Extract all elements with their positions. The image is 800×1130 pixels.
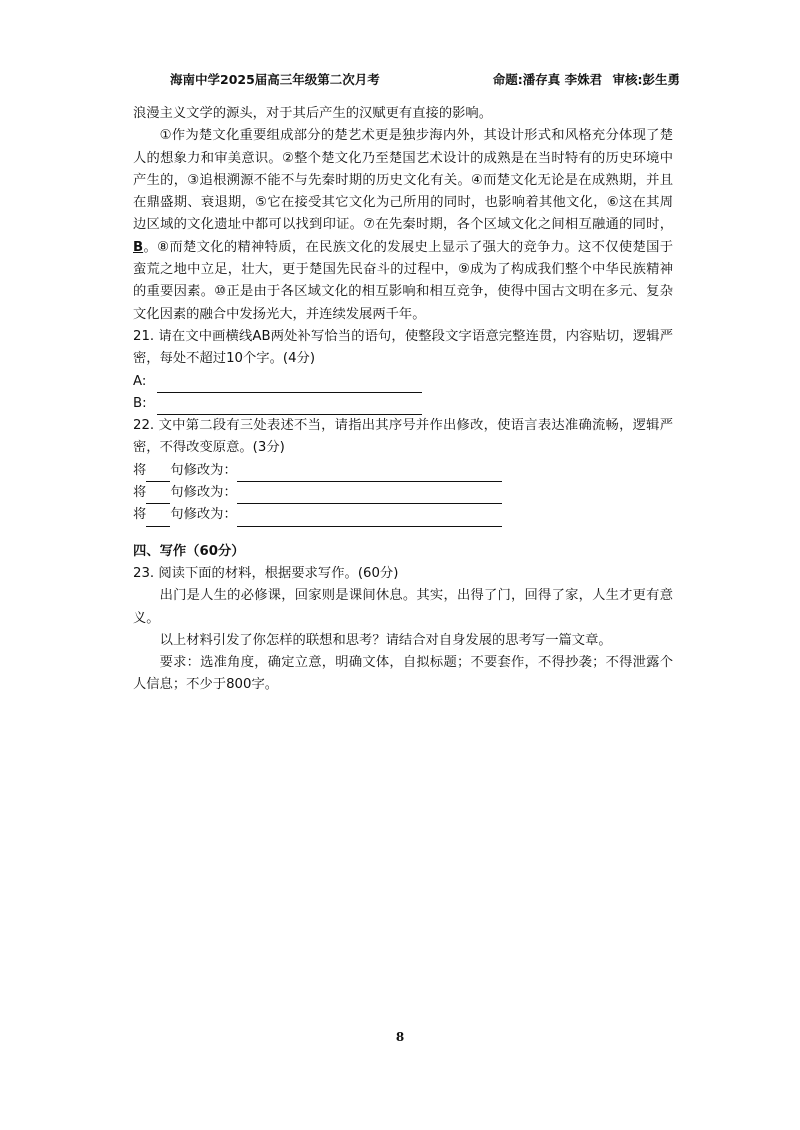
writing-requirements: 要求：选准角度，确定立意，明确文体，自拟标题；不要套作，不得抄袭；不得泄露个人信息；不少于800字。 bbox=[133, 655, 673, 693]
answer-blank-b[interactable] bbox=[157, 400, 422, 415]
modify-answer-blank-1[interactable] bbox=[237, 467, 502, 482]
exam-title: 海南中学2025届高三年级第二次月考 bbox=[170, 72, 380, 87]
modify-prefix: 将 bbox=[133, 485, 147, 501]
modify-suffix: 句修改为： bbox=[170, 485, 237, 501]
sentence-number-blank-1[interactable] bbox=[146, 467, 170, 482]
writing-material: 出门是人生的必修课，回家则是课间休息。其实，出得了门，回得了家，人生才更有意义。 bbox=[133, 588, 673, 626]
sentence-number-blank-2[interactable] bbox=[146, 489, 170, 504]
modify-prefix: 将 bbox=[133, 507, 147, 523]
answer-line-a bbox=[133, 371, 673, 393]
passage-p2-part2: 。⑧而楚文化的精神特质，在民族文化的发展史上显示了强大的竞争力。这不仅使楚国于蛮荒之地中立足，壮大，更于楚国先民奋斗的过程中，⑨成为了构成我们整个中华民族精神的重要因素。⑩正是由于各区域文化的相互影响和相互竞争，使得中国古文明在多元、复杂文化因素的融合中发扬光大，并连续发展两千年。 bbox=[133, 239, 673, 322]
page-number: 8 bbox=[395, 1030, 405, 1044]
question-23: 23. 阅读下面的材料，根据要求写作。(60分) bbox=[133, 565, 399, 581]
writing-prompt: 以上材料引发了你怎样的联想和思考？请结合对自身发展的思考写一篇文章。 bbox=[159, 632, 612, 648]
blank-b-marker: B bbox=[133, 239, 144, 255]
passage-continuation: 浪漫主义文学的源头，对于其后产生的汉赋更有直接的影响。 bbox=[133, 106, 493, 121]
page-header bbox=[170, 70, 680, 88]
modify-prefix: 将 bbox=[133, 462, 147, 478]
modify-answer-blank-2[interactable] bbox=[237, 489, 502, 504]
modify-line-2 bbox=[133, 482, 673, 504]
answer-label-a: A: bbox=[133, 373, 147, 389]
modify-suffix: 句修改为： bbox=[170, 507, 237, 523]
reviewer-credit: 审核:彭生勇 bbox=[612, 72, 680, 87]
section-4-title: 四、写作（60分） bbox=[133, 543, 245, 559]
modify-answer-blank-3[interactable] bbox=[237, 512, 502, 527]
question-22: 22. 文中第二段有三处表述不当，请指出其序号并作出修改，使语言表达准确流畅，逻辑严密，不得改变原意。(3分) bbox=[133, 418, 673, 456]
answer-blank-a[interactable] bbox=[157, 378, 422, 393]
modify-suffix: 句修改为： bbox=[170, 462, 237, 478]
passage-paragraph-2 bbox=[133, 125, 673, 326]
modify-line-1 bbox=[133, 460, 673, 482]
modify-line-3 bbox=[133, 504, 673, 526]
question-21: 21. 请在文中画横线AB两处补写恰当的语句，使整段文字语意完整连贯，内容贴切，逻辑严密，每处不超过10个字。(4分) bbox=[133, 328, 673, 367]
sentence-number-blank-3[interactable] bbox=[146, 512, 170, 527]
exam-credits bbox=[487, 70, 680, 88]
answer-label-b: B: bbox=[133, 395, 147, 411]
author-credit: 命题:潘存真 李姝君 bbox=[492, 72, 603, 87]
answer-line-b bbox=[133, 393, 673, 415]
page-content bbox=[133, 103, 673, 697]
passage-p2-part1: ①作为楚文化重要组成部分的楚艺术更是独步海内外，其设计形式和风格充分体现了楚人的想象力和审美意识。②整个楚文化乃至楚国艺术设计的成熟是在当时特有的历史环境中产生的，③追根溯源不能不与先秦时期的历史文化有关。④而楚文化无论是在成熟期，并且在鼎盛期、衰退期，⑤它在接受其它文化为己所用的同时，也影响着其他文化，⑥这在其周边区域的文化遗址中都可以找到印证。⑦在先秦时期，各个区域文化之间相互融通的同时， bbox=[133, 128, 673, 233]
